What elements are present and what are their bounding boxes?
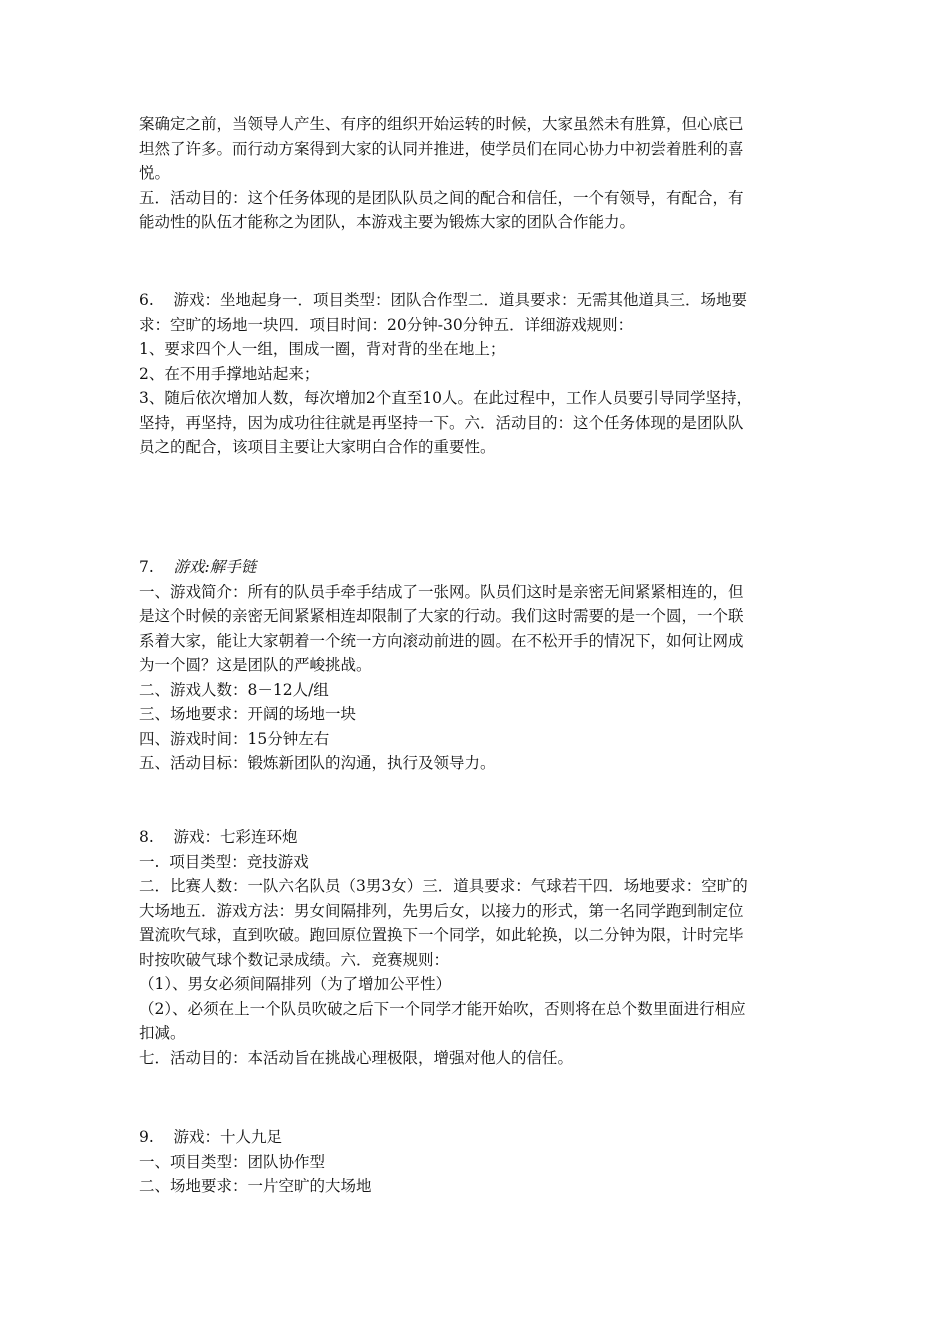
paragraph-line: 2、在不用手撑地站起来；: [139, 364, 320, 383]
paragraph-line: 五．活动目的：这个任务体现的是团队队员之间的配合和信任，一个有领导，有配合，有: [139, 188, 744, 207]
section-9-game: [139, 1125, 815, 1199]
paragraph-line: 案确定之前，当领导人产生、有序的组织开始运转的时候，大家虽然未有胜算，但心底已: [139, 115, 744, 133]
paragraph-line: 扣减。: [139, 1024, 186, 1042]
paragraph-line: 七．活动目的：本活动旨在挑战心理极限，增强对他人的信任。: [139, 1048, 574, 1067]
paragraph-line: 三、场地要求：开阔的场地一块: [139, 705, 357, 723]
paragraph-line: 悦。: [139, 164, 171, 182]
paragraph-line: 二、游戏人数：8－12人/组: [139, 680, 329, 699]
paragraph-line: 1、要求四个人一组，围成一圈，背对背的坐在地上；: [139, 340, 506, 358]
paragraph-line: 一. 项目类型：竞技游戏: [139, 852, 309, 871]
paragraph-line: 为一个圆？这是团队的严峻挑战。: [139, 656, 372, 674]
section-heading: 6. 游戏：坐地起身一．项目类型：团队合作型二．道具要求：无需其他道具三．场地要: [139, 291, 747, 309]
section-heading: 8. 游戏：七彩连环炮: [139, 828, 298, 846]
section-number: 7.: [139, 558, 174, 576]
paragraph-line: 求：空旷的场地一块四．项目时间：20分钟-30分钟五．详细游戏规则：: [139, 315, 634, 334]
paragraph-line: 置流吹气球，直到吹破。跑回原位置换下一个同学，如此轮换，以二分钟为限，计时完毕: [139, 926, 744, 944]
paragraph-line: 是这个时候的亲密无间紧紧相连却限制了大家的行动。我们这时需要的是一个圆，一个联: [139, 607, 744, 625]
section-heading: 9. 游戏：十人九足: [139, 1128, 282, 1146]
paragraph-line: 五、活动目标：锻炼新团队的沟通，执行及领导力。: [139, 754, 496, 772]
section-5-conclusion: [139, 112, 815, 235]
section-8-game: [139, 825, 815, 1070]
paragraph-line: （1）、男女必须间隔排列（为了增加公平性）: [139, 975, 452, 993]
paragraph-line: 一、游戏简介：所有的队员手牵手结成了一张网。队员们这时是亲密无间紧紧相连的，但: [139, 582, 744, 601]
section-7-game: [139, 555, 815, 776]
paragraph-line: 大场地五．游戏方法：男女间隔排列，先男后女，以接力的形式，第一名同学跑到制定位: [139, 901, 744, 920]
paragraph-line: （2）、必须在上一个队员吹破之后下一个同学才能开始吹，否则将在总个数里面进行相应: [139, 999, 746, 1018]
paragraph-line: 3、随后依次增加人数，每次增加2个直至10人。在此过程中，工作人员要引导同学坚持，: [139, 389, 752, 407]
paragraph-line: 四、游戏时间：15分钟左右: [139, 729, 330, 748]
paragraph-line: 能动性的队伍才能称之为团队，本游戏主要为锻炼大家的团队合作能力。: [139, 213, 636, 231]
paragraph-line: 二．比赛人数：一队六名队员（3男3女）三．道具要求：气球若干四．场地要求：空旷的: [139, 877, 748, 895]
paragraph-line: 员之的配合，该项目主要让大家明白合作的重要性。: [139, 438, 496, 456]
section-6-game: [139, 288, 815, 460]
section-title: 游戏:解手链: [173, 558, 257, 576]
paragraph-line: 坚持，再坚持，因为成功往往就是再坚持一下。六．活动目的：这个任务体现的是团队队: [139, 413, 744, 432]
paragraph-line: 一、项目类型：团队协作型: [139, 1152, 326, 1171]
paragraph-line: 系着大家，能让大家朝着一个统一方向滚动前进的圆。在不松开手的情况下，如何让网成: [139, 631, 744, 650]
paragraph-line: 二、场地要求：一片空旷的大场地: [139, 1177, 372, 1195]
paragraph-line: 坦然了许多。而行动方案得到大家的认同并推进，使学员们在同心协力中初尝着胜利的喜: [139, 139, 744, 158]
paragraph-line: 时按吹破气球个数记录成绩。六．竞赛规则：: [139, 950, 450, 969]
section-heading: [139, 555, 815, 580]
